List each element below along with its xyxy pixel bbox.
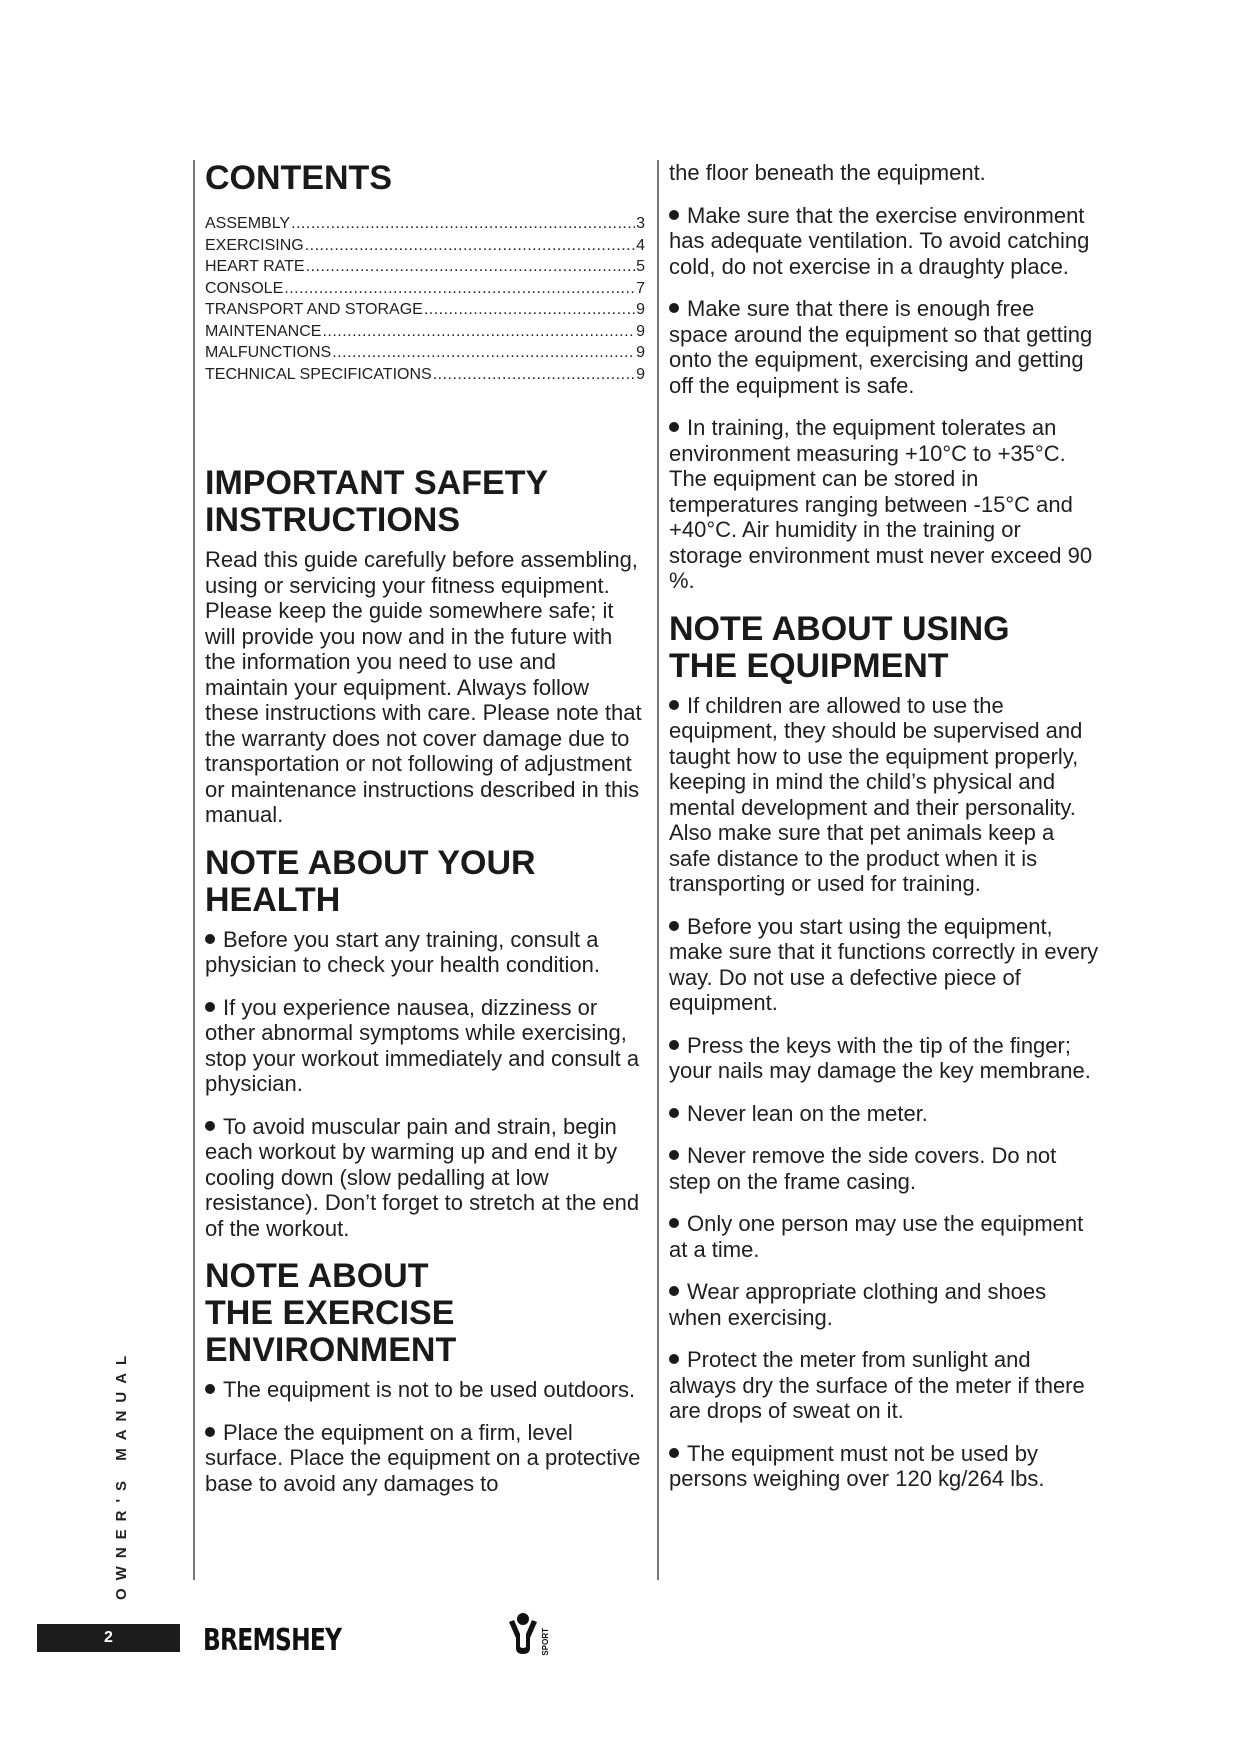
using-bullet: Before you start using the equipment, make sure that it functions correctly in every way. Do not use a defective piece of equipment. <box>669 913 1099 1015</box>
toc-item[interactable]: EXERCISING ..... 4 <box>205 235 645 257</box>
brand-name: BREMSHEY <box>203 1623 342 1658</box>
toc-item[interactable]: MAINTENANCE ..... 9 <box>205 321 645 343</box>
left-column <box>193 160 645 1580</box>
toc-item[interactable]: MALFUNCTIONS ..... 9 <box>205 342 645 364</box>
bullet-icon <box>669 700 679 710</box>
page-number: 2 <box>37 1624 180 1652</box>
environment-bullet: The equipment is not to be used outdoors. <box>205 1377 645 1403</box>
brand-sub: SPORT <box>541 1628 551 1656</box>
safety-title: IMPORTANT SAFETY INSTRUCTIONS <box>205 464 548 539</box>
bullet-icon <box>669 921 679 931</box>
using-bullet: Protect the meter from sunlight and always dry the surface of the meter if there are drops of sweat on it. <box>669 1347 1085 1423</box>
safety-body: Read this guide carefully before assembling, using or servicing your fitness equipment. Please keep the guide somewhere safe; it will provide you now and in the future with the information you need to use and maintain your equipment. Always follow these instructions with care. Please note that the warranty does not cover damage due to transportation or not following of adjustment or maintenance instructions described in this manual. <box>205 547 642 827</box>
health-bullet: If you experience nausea, dizziness or other abnormal symptoms while exercising, stop your workout immediately and consult a physician. <box>205 994 640 1096</box>
toc-item[interactable]: HEART RATE ..... 5 <box>205 256 645 278</box>
environment-bullet: Make sure that there is enough free space around the equipment so that getting onto the equipment, exercising and getting off the equipment is safe. <box>669 296 1093 398</box>
environment-bullet-continued: the floor beneath the equipment. <box>669 160 986 185</box>
person-figure-icon <box>506 1612 540 1656</box>
bullet-icon <box>669 1108 679 1118</box>
environment-bullet: Make sure that the exercise environment has adequate ventilation. To avoid catching cold, do not exercise in a draughty place. <box>669 202 1090 279</box>
using-bullet: Never lean on the meter. <box>669 1101 1099 1127</box>
using-title: NOTE ABOUT USING THE EQUIPMENT <box>669 609 1010 685</box>
right-column <box>657 160 1099 1580</box>
environment-bullet: In training, the equipment tolerates an environment measuring +10°C to +35°C. The equipment can be stored in temperatures ranging between -15°C and +40°C. Air humidity in the training or storage environment must never exceed 90 %. <box>669 415 1093 593</box>
bullet-icon <box>669 210 679 220</box>
bullet-icon <box>669 303 679 313</box>
using-bullet: The equipment must not be used by persons weighing over 120 kg/264 lbs. <box>669 1440 1045 1491</box>
bullet-icon <box>205 1384 215 1394</box>
using-bullet: Only one person may use the equipment at a time. <box>669 1211 1084 1262</box>
toc-item[interactable]: ASSEMBLY ..... 3 <box>205 213 645 235</box>
bullet-icon <box>669 1354 679 1364</box>
environment-bullet: Place the equipment on a firm, level surface. Place the equipment on a protective base to avoid any damages to <box>205 1419 641 1496</box>
health-title: NOTE ABOUT YOUR HEALTH <box>205 843 536 919</box>
toc-item[interactable]: TRANSPORT AND STORAGE ..... 9 <box>205 299 645 321</box>
toc-item[interactable]: CONSOLE ..... 7 <box>205 278 645 300</box>
bullet-icon <box>669 1286 679 1296</box>
using-bullet: Never remove the side covers. Do not step on the frame casing. <box>669 1143 1057 1194</box>
brand-logo <box>203 1612 550 1656</box>
table-of-contents <box>205 213 645 385</box>
health-bullet: Before you start any training, consult a physician to check your health condition. <box>205 926 601 977</box>
bullet-icon <box>669 1218 679 1228</box>
bullet-icon <box>669 422 679 432</box>
bullet-icon <box>205 1427 215 1437</box>
bullet-icon <box>669 1040 679 1050</box>
bullet-icon <box>205 1002 215 1012</box>
using-bullet: Wear appropriate clothing and shoes when exercising. <box>669 1279 1047 1330</box>
using-bullet: If children are allowed to use the equipment, they should be supervised and taught how to use the equipment properly, keeping in mind the child’s physical and mental development and their personality. Also make sure that pet animals keep a safe distance to the product when it is transporting or used for training. <box>669 692 1083 896</box>
bullet-icon <box>205 934 215 944</box>
owners-manual-label: OWNER'S MANUAL <box>113 1347 130 1600</box>
bullet-icon <box>205 1121 215 1131</box>
bullet-icon <box>669 1150 679 1160</box>
environment-title: NOTE ABOUT THE EXERCISE ENVIRONMENT <box>205 1257 457 1369</box>
bullet-icon <box>669 1448 679 1458</box>
health-bullet: To avoid muscular pain and strain, begin each workout by warming up and end it by cooling down (slow pedalling at low resistance). Don’t forget to stretch at the end of the workout. <box>205 1113 640 1241</box>
toc-item[interactable]: TECHNICAL SPECIFICATIONS ..... 9 <box>205 364 645 386</box>
using-bullet: Press the keys with the tip of the finger; your nails may damage the key membrane. <box>669 1032 1091 1083</box>
contents-title: CONTENTS <box>205 159 392 197</box>
